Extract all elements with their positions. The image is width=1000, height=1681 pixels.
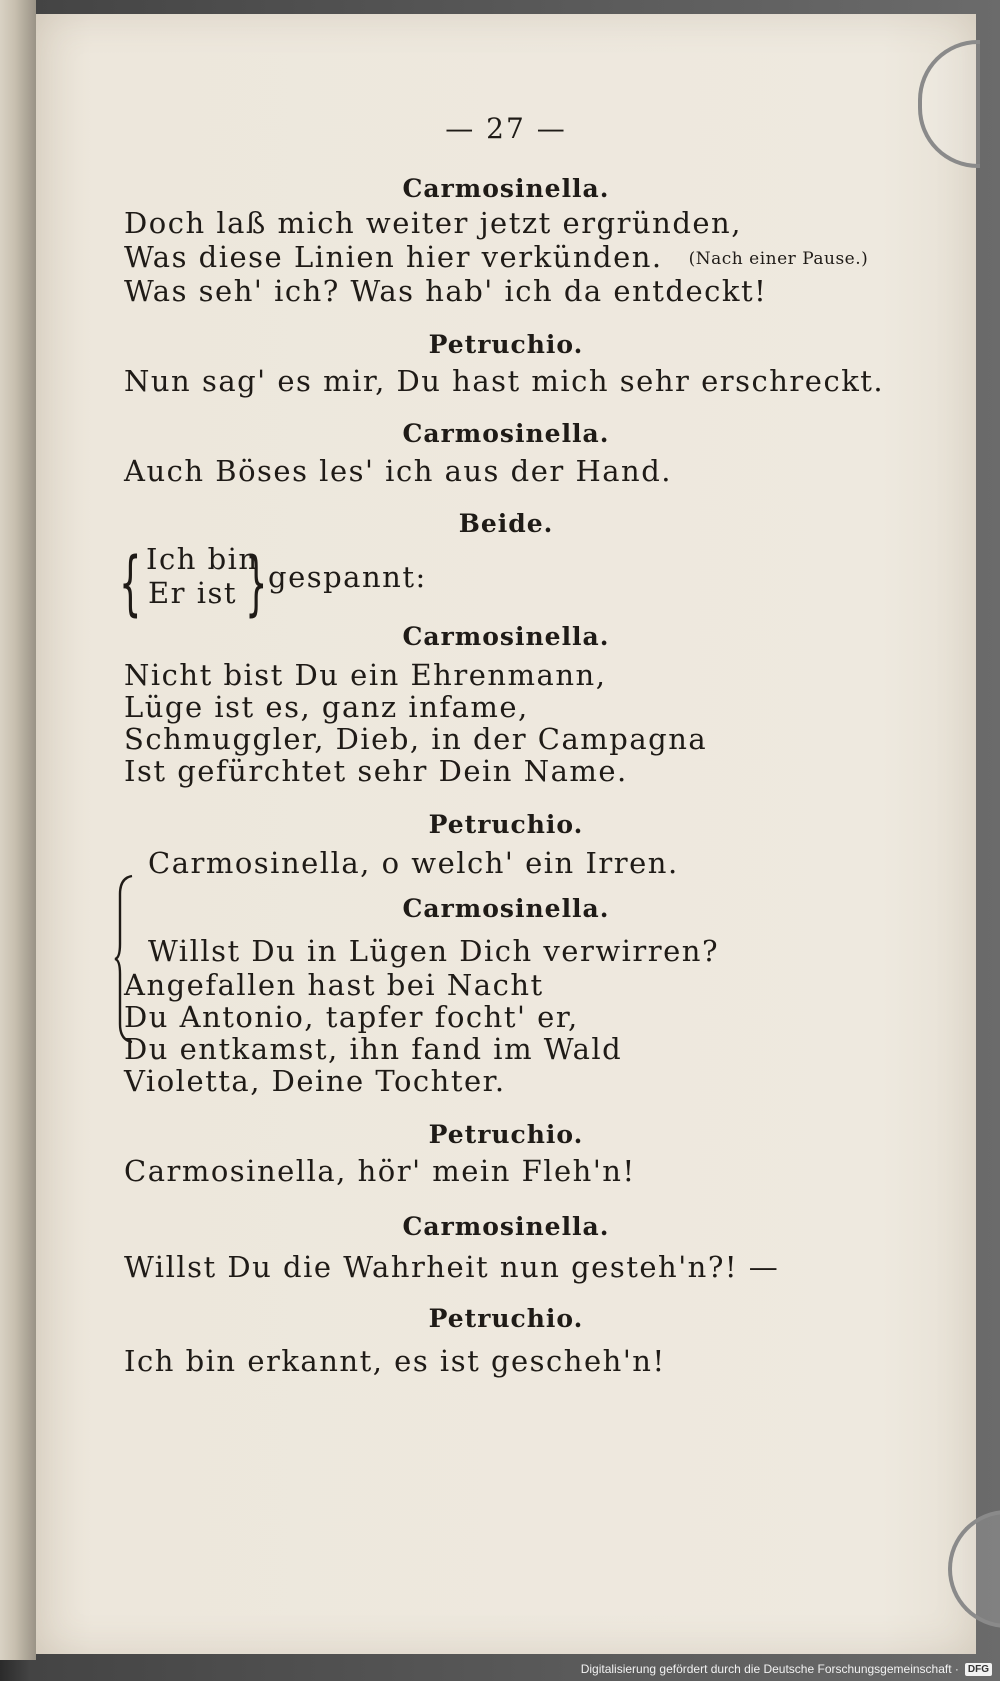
page-text xyxy=(36,14,976,1654)
verse-line: Schmuggler, Dieb, in der Campagna xyxy=(124,722,708,756)
book-page xyxy=(36,14,976,1654)
book-spine xyxy=(0,0,36,1660)
verse-line: Du Antonio, tapfer focht' er, xyxy=(124,1000,579,1034)
verse-line: Lüge ist es, ganz infame, xyxy=(124,690,529,724)
left-brace: { xyxy=(119,542,142,624)
verse-option: Ich bin xyxy=(146,542,259,576)
speaker-name: Petruchio. xyxy=(428,1120,584,1149)
verse-line: Willst Du die Wahrheit nun gesteh'n?! — xyxy=(124,1250,780,1284)
right-brace: } xyxy=(245,542,268,624)
speaker-name: Carmosinella. xyxy=(402,419,610,448)
verse-line: Was seh' ich? Was hab' ich da entdeckt! xyxy=(124,274,768,308)
verse-line: Nun sag' es mir, Du hast mich sehr erschreckt. xyxy=(124,364,885,398)
verse-option: Er ist xyxy=(148,576,238,610)
verse-line: gespannt: xyxy=(268,560,427,594)
verse-line xyxy=(124,240,868,274)
verse-line: Doch laß mich weiter jetzt ergründen, xyxy=(124,206,742,240)
footer-text: Digitalisierung gefördert durch die Deutsche Forschungsgemeinschaft · xyxy=(580,1662,959,1676)
speaker-name: Carmosinella. xyxy=(402,1212,610,1241)
speaker-name: Petruchio. xyxy=(428,330,584,359)
page-number: — 27 — xyxy=(445,112,567,145)
speaker-name: Beide. xyxy=(458,509,554,538)
verse-text: Was diese Linien hier verkünden. xyxy=(124,240,663,274)
verse-line: Angefallen hast bei Nacht xyxy=(124,968,544,1002)
verse-line: Du entkamst, ihn fand im Wald xyxy=(124,1032,623,1066)
dfg-logo: DFG xyxy=(965,1663,992,1676)
speaker-name: Carmosinella. xyxy=(402,622,610,651)
speaker-name: Carmosinella. xyxy=(402,894,610,923)
verse-line: Nicht bist Du ein Ehrenmann, xyxy=(124,658,607,692)
speaker-name: Petruchio. xyxy=(428,1304,584,1333)
footer-credit xyxy=(581,1660,992,1678)
speaker-name: Carmosinella. xyxy=(402,174,610,203)
verse-line: Ich bin erkannt, es ist gescheh'n! xyxy=(124,1344,666,1378)
stage-direction: (Nach einer Pause.) xyxy=(688,249,869,269)
verse-line: Violetta, Deine Tochter. xyxy=(124,1064,506,1098)
verse-line: Carmosinella, o welch' ein Irren. xyxy=(148,846,679,880)
verse-line: Carmosinella, hör' mein Fleh'n! xyxy=(124,1154,636,1188)
speaker-name: Petruchio. xyxy=(428,810,584,839)
verse-line: Auch Böses les' ich aus der Hand. xyxy=(124,454,673,488)
verse-line: Ist gefürchtet sehr Dein Name. xyxy=(124,754,628,788)
verse-line: Willst Du in Lügen Dich verwirren? xyxy=(148,934,720,968)
